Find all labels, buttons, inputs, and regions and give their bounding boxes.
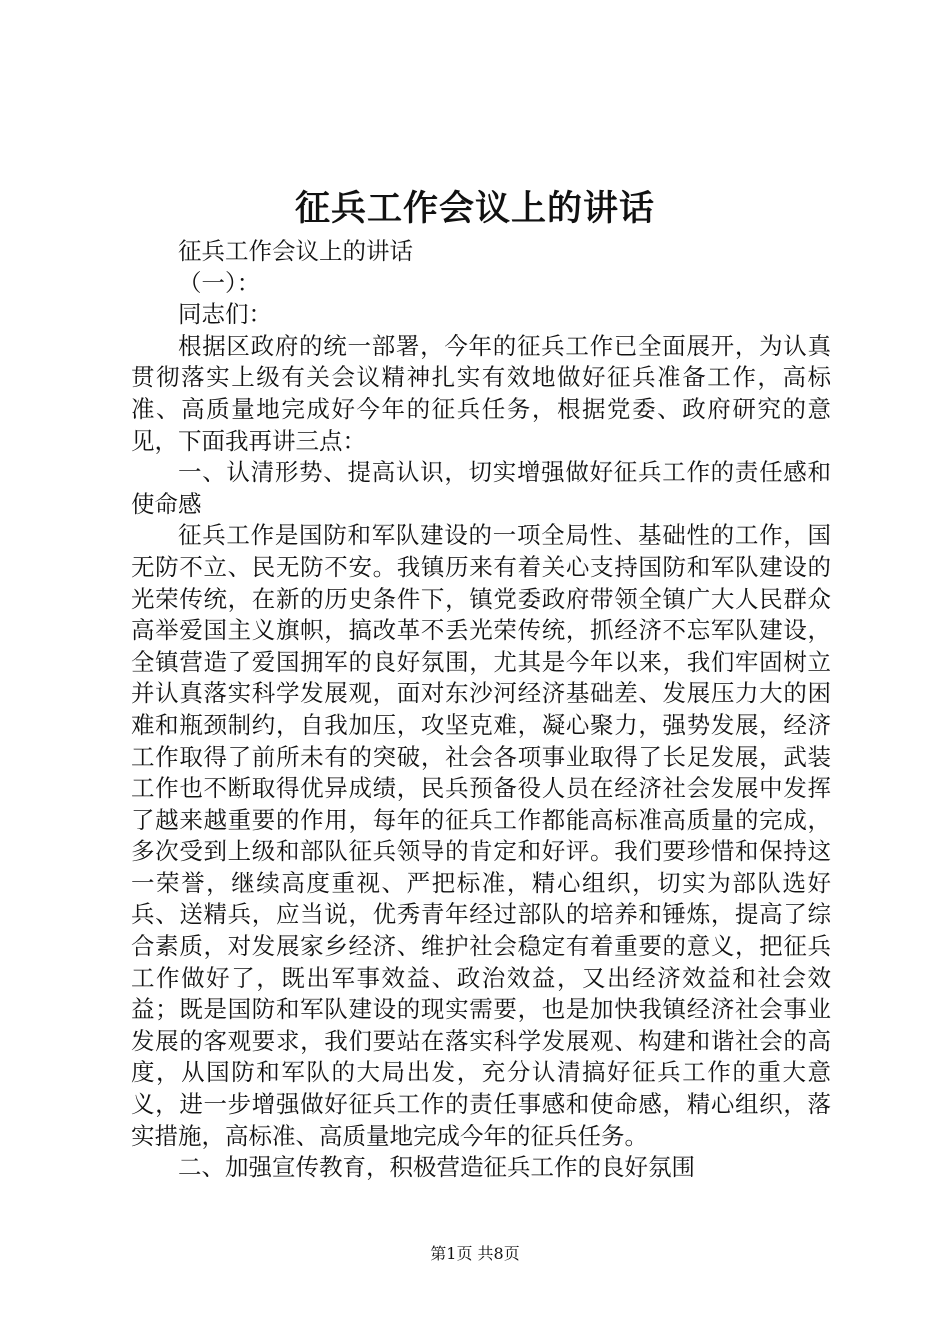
page-footer: 第1页 共8页 (430, 1244, 520, 1263)
document-title: 征兵工作会议上的讲话 (294, 188, 655, 229)
section-heading-2: 二、加强宣传教育，积极营造征兵工作的良好氛围 (178, 1153, 695, 1182)
paragraph-part-number: （一）： (178, 268, 261, 297)
document-body (131, 236, 831, 1184)
paragraph-section-1-body: 征兵工作是国防和军队建设的一项全局性、基础性的工作，国无防不立、民无防不安。我镇历来有着关心支持国防和军队建设的光荣传统，在新的历史条件下，镇党委政府带领全镇广大人民群众高举爱国主义旗帜，搞改革不丢光荣传统，抓经济不忘军队建设，全镇营造了爱国拥军的良好氛围，尤其是今年以来，我们牢固树立并认真落实科学发展观，面对东沙河经济基础差、发展压力大的困难和瓶颈制约，自我加压，攻坚克难，凝心聚力，强势发展，经济工作取得了前所未有的突破，社会各项事业取得了长足发展，武装工作也不断取得优异成绩，民兵预备役人员在经济社会发展中发挥了越来越重要的作用，每年的征兵工作都能高标准高质量的完成，多次受到上级和部队征兵领导的肯定和好评。我们要珍惜和保持这一荣誉，继续高度重视、严把标准，精心组织，切实为部队选好兵、送精兵，应当说，优秀青年经过部队的培养和锤炼，提高了综合素质，对发展家乡经济、维护社会稳定有着重要的意义，把征兵工作做好了，既出军事效益、政治效益，又出经济效益和社会效益；既是国防和军队建设的现实需要，也是加快我镇经济社会事业发展的客观要求，我们要站在落实科学发展观、构建和谐社会的高度，从国防和军队的大局出发，充分认清搞好征兵工作的重大意义，进一步增强做好征兵工作的责任事感和使命感，精心组织，落实措施，高标准、高质量地完成今年的征兵任务。 (131, 521, 831, 1150)
paragraph-salutation: 同志们： (178, 300, 272, 329)
paragraph-subtitle: 征兵工作会议上的讲话 (178, 237, 413, 265)
section-heading-1: 一、认清形势、提高认识，切实增强做好征兵工作的责任感和使命感 (131, 458, 831, 518)
paragraph-intro: 根据区政府的统一部署，今年的征兵工作已全面展开，为认真贯彻落实上级有关会议精神扎实有效地做好征兵准备工作，高标准、高质量地完成好今年的征兵任务，根据党委、政府研究的意见，下面我再讲三点： (131, 331, 831, 455)
